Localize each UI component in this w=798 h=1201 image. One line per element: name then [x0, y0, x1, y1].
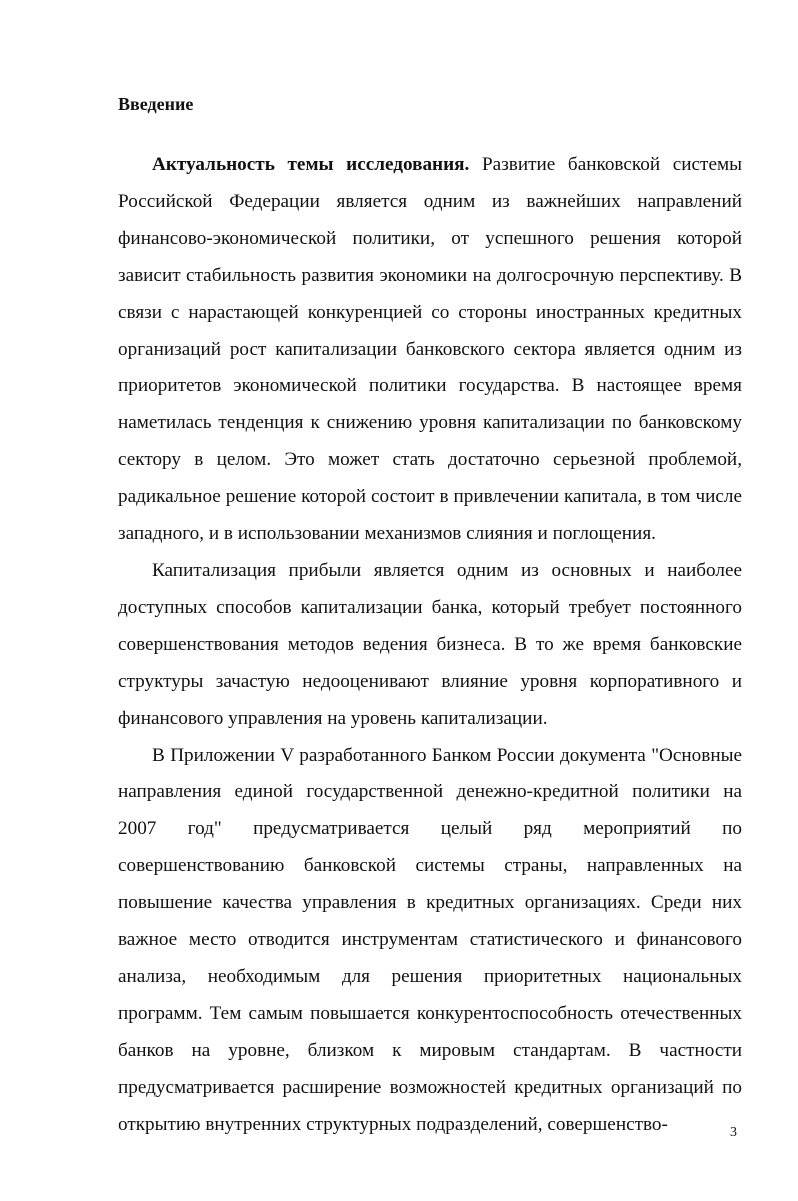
- paragraph-relevance: [118, 147, 742, 553]
- paragraph-appendix: В Приложении V разработанного Банком России документа "Основные направления единой государственной денежно-кредитной политики на 2007 год" предусматривается целый ряд мероприятий по совершенствованию банковской системы страны, направленных на повышение качества управления в кредитных организациях. Среди них важное место отводится инструментам статистического и финансового анализа, необходимым для решения приоритетных национальных программ. Тем самым повышается конкурентоспособность отечественных банков на уровне, близком к мировым стандартам. В частности предусматривается расширение возможностей кредитных организаций по открытию внутренних структурных подразделений, совершенство-: [118, 744, 742, 1135]
- section-heading: Введение: [118, 94, 194, 114]
- paragraph-capitalization: Капитализация прибыли является одним из основных и наиболее доступных способов капитализации банка, который требует постоянного совершенствования методов ведения бизнеса. В то же время банковские структуры зачастую недооценивают влияние уровня корпоративного и финансового управления на уровень капитализации.: [118, 559, 742, 729]
- paragraph-lead: Актуальность темы исследования.: [152, 154, 470, 175]
- paragraph-text: Развитие банковской системы Российской Федерации является одним из важнейших направлений финансово-экономической политики, от успешного решения которой зависит стабильность развития экономики на долгосрочную перспективу. В связи с нарастающей конкуренцией со стороны иностранных кредитных организаций рост капитализации банковского сектора является одним из приоритетов экономической политики государства. В настоящее время наметилась тенденция к снижению уровня капитализации по банковскому сектору в целом. Это может стать достаточно серьезной проблемой, радикальное решение которой состоит в привлечении капитала, в том числе западного, и в использовании механизмов слияния и поглощения.: [118, 154, 742, 545]
- page-number: 3: [730, 1125, 737, 1140]
- document-body: [118, 147, 742, 1143]
